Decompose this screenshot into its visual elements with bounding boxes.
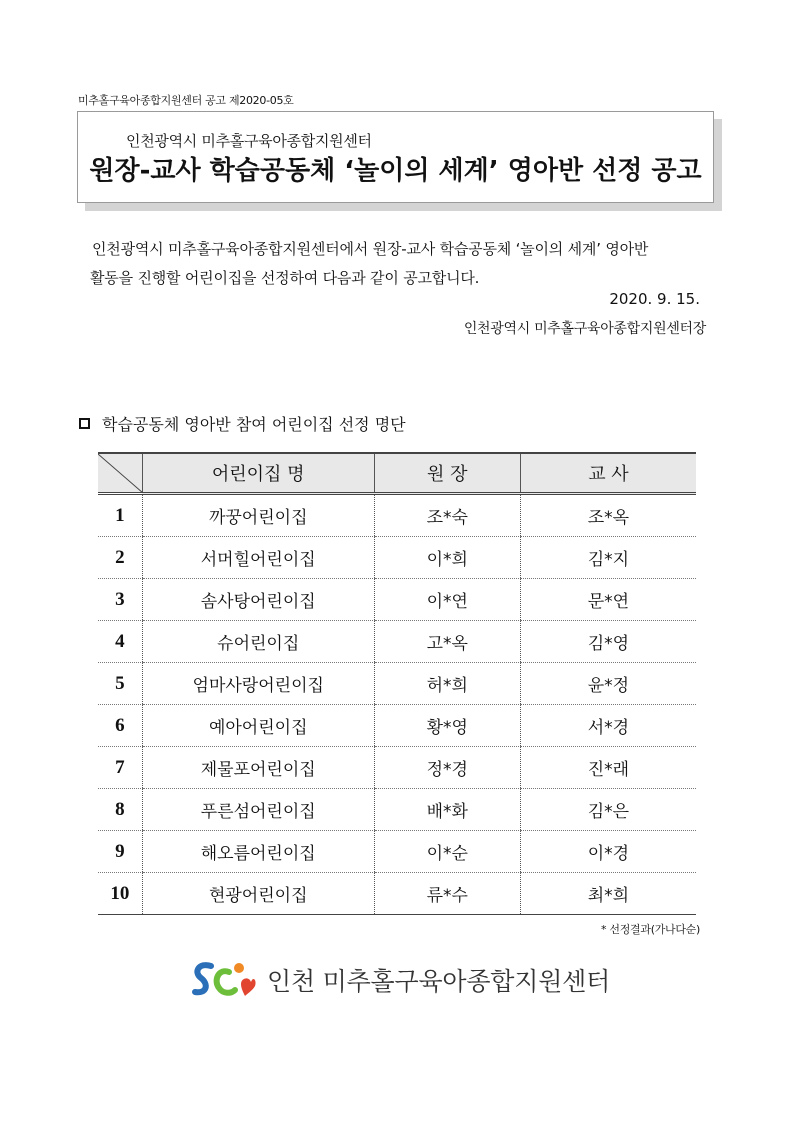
header-name: 어린이집 명	[142, 453, 374, 494]
teacher-name: 김*영	[520, 621, 696, 663]
teacher-name: 이*경	[520, 831, 696, 873]
footer-logo	[189, 958, 610, 1002]
teacher-name: 윤*정	[520, 663, 696, 705]
notice-date: 2020. 9. 15.	[609, 290, 700, 308]
table-header-row	[98, 453, 696, 494]
row-number: 9	[98, 831, 142, 873]
teacher-name: 서*경	[520, 705, 696, 747]
daycare-name: 해오름어린이집	[142, 831, 374, 873]
table-row	[98, 873, 696, 915]
daycare-name: 예아어린이집	[142, 705, 374, 747]
table-row	[98, 747, 696, 789]
table-row	[98, 663, 696, 705]
daycare-name: 푸른섬어린이집	[142, 789, 374, 831]
table-row	[98, 579, 696, 621]
diagonal-header-cell	[98, 453, 142, 494]
director-name: 조*숙	[374, 494, 520, 537]
teacher-name: 최*희	[520, 873, 696, 915]
director-name: 허*희	[374, 663, 520, 705]
teacher-name: 김*지	[520, 537, 696, 579]
row-number: 6	[98, 705, 142, 747]
table-row	[98, 789, 696, 831]
daycare-name: 솜사탕어린이집	[142, 579, 374, 621]
director-name: 이*연	[374, 579, 520, 621]
director-name: 이*순	[374, 831, 520, 873]
notice-body-line2: 활동을 진행할 어린이집을 선정하여 다음과 같이 공고합니다.	[90, 269, 480, 287]
director-name: 정*경	[374, 747, 520, 789]
title-box	[77, 111, 714, 203]
section-heading	[79, 412, 406, 435]
footer-org-name: 인천 미추홀구육아종합지원센터	[267, 967, 611, 996]
director-name: 황*영	[374, 705, 520, 747]
header-teacher: 교 사	[520, 453, 696, 494]
teacher-name: 문*연	[520, 579, 696, 621]
teacher-name: 조*옥	[520, 494, 696, 537]
notice-issuer: 인천광역시 미추홀구육아종합지원센터장	[463, 321, 706, 337]
title-subtitle: 인천광역시 미추홀구육아종합지원센터	[126, 132, 372, 150]
teacher-name: 진*래	[520, 747, 696, 789]
notice-body-line1: 인천광역시 미추홀구육아종합지원센터에서 원장-교사 학습공동체 ‘놀이의 세계’ 영아반	[92, 240, 649, 258]
table-row	[98, 537, 696, 579]
selection-table	[98, 452, 696, 915]
daycare-name: 까꿍어린이집	[142, 494, 374, 537]
daycare-name: 현광어린이집	[142, 873, 374, 915]
center-logo-icon	[189, 958, 257, 1002]
table-row	[98, 621, 696, 663]
director-name: 배*화	[374, 789, 520, 831]
row-number: 2	[98, 537, 142, 579]
table-row	[98, 494, 696, 537]
row-number: 5	[98, 663, 142, 705]
director-name: 류*수	[374, 873, 520, 915]
daycare-name: 서머힐어린이집	[142, 537, 374, 579]
page-title: 원장-교사 학습공동체 ‘놀이의 세계’ 영아반 선정 공고	[89, 156, 702, 186]
notice-body	[92, 235, 708, 293]
row-number: 4	[98, 621, 142, 663]
director-name: 고*옥	[374, 621, 520, 663]
row-number: 10	[98, 873, 142, 915]
section-heading-text: 학습공동체 영아반 참여 어린이집 선정 명단	[102, 415, 406, 434]
diagonal-line-icon	[98, 454, 142, 492]
row-number: 3	[98, 579, 142, 621]
row-number: 8	[98, 789, 142, 831]
table-row	[98, 705, 696, 747]
row-number: 1	[98, 494, 142, 537]
footnote: * 선정결과(가나다순)	[601, 923, 700, 936]
daycare-name: 엄마사랑어린이집	[142, 663, 374, 705]
daycare-name: 슈어린이집	[142, 621, 374, 663]
table-row	[98, 831, 696, 873]
director-name: 이*희	[374, 537, 520, 579]
row-number: 7	[98, 747, 142, 789]
square-bullet-icon	[79, 418, 90, 429]
notice-number: 미추홀구육아종합지원센터 공고 제2020-05호	[78, 94, 294, 107]
teacher-name: 김*은	[520, 789, 696, 831]
header-director: 원 장	[374, 453, 520, 494]
daycare-name: 제물포어린이집	[142, 747, 374, 789]
